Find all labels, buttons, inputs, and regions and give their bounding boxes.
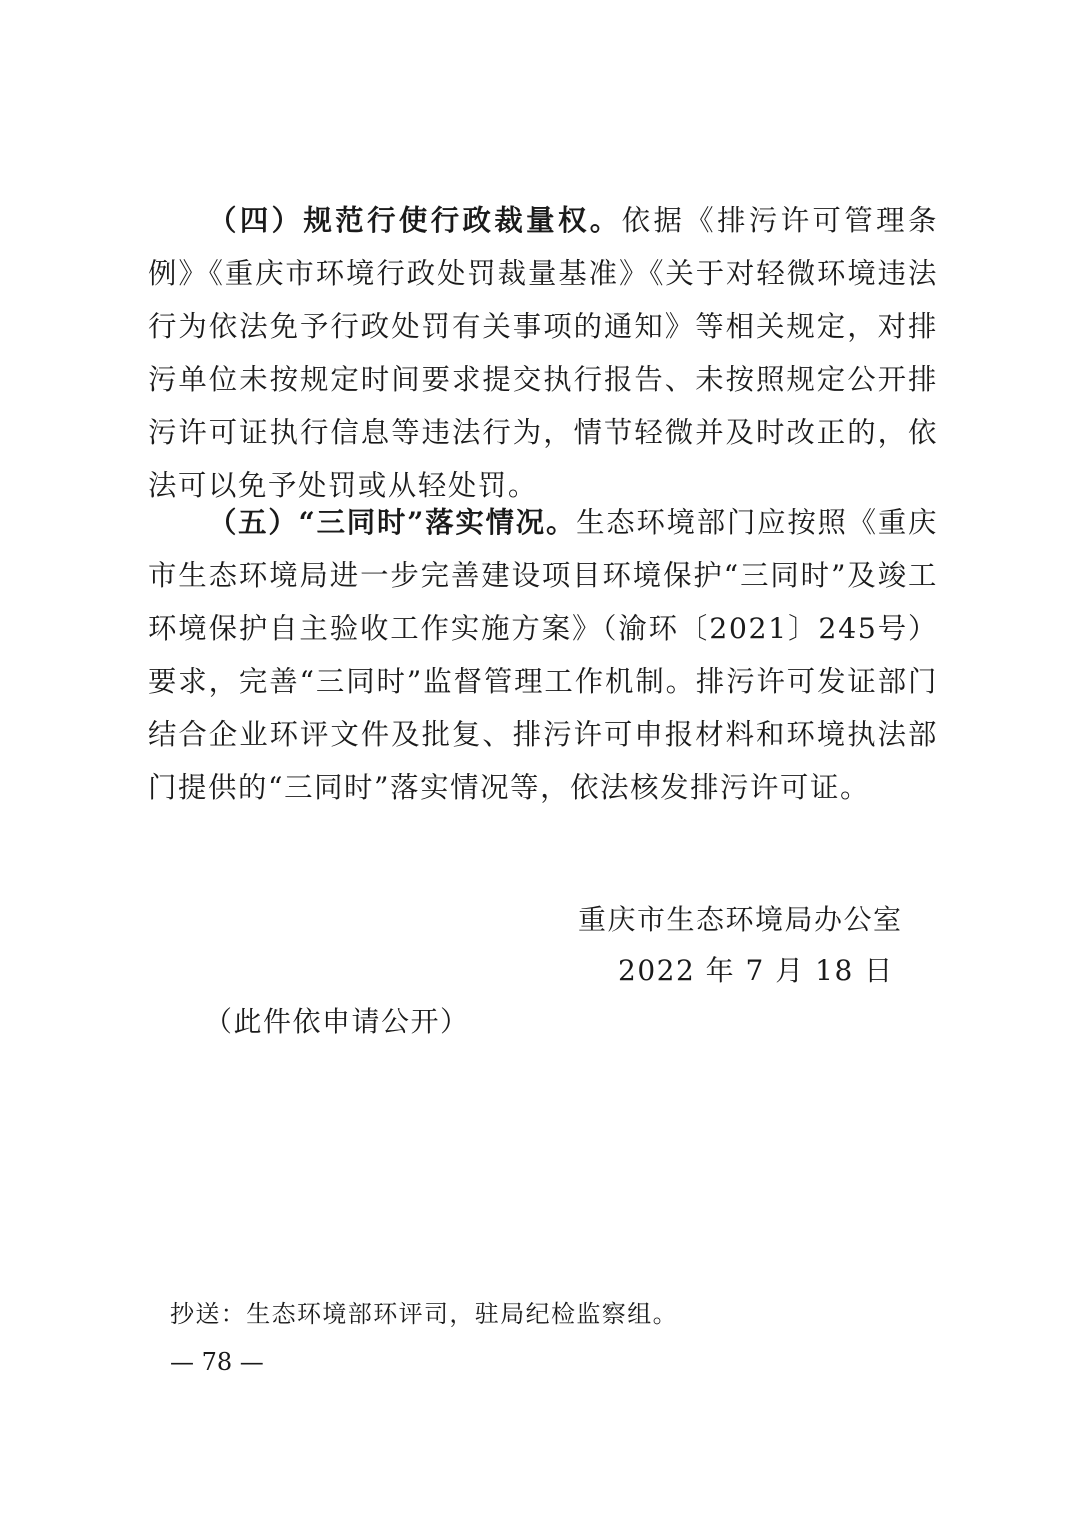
paragraph-section-4 bbox=[148, 194, 938, 512]
disclosure-note: （此件依申请公开） bbox=[204, 1005, 470, 1038]
section-5-body: 生态环境部门应按照《重庆市生态环境局进一步完善建设项目环境保护“三同时”及竣工环境保护自主验收工作实施方案》（渝环〔2021〕245号）要求，完善“三同时”监督管理工作机制。排污许可发证部门结合企业环评文件及批复、排污许可申报材料和环境执法部门提供的“三同时”落实情况等，依法核发排污许可证。 bbox=[148, 506, 939, 804]
page-number: — 78 — bbox=[170, 1348, 264, 1376]
paragraph-section-5 bbox=[148, 496, 938, 814]
section-4-body: 依据《排污许可管理条例》《重庆市环境行政处罚裁量基准》《关于对轻微环境违法行为依法免予行政处罚有关事项的通知》等相关规定，对排污单位未按规定时间要求提交执行报告、未按照规定公开排污许可证执行信息等违法行为，情节轻微并及时改正的，依法可以免予处罚或从轻处罚。 bbox=[148, 204, 938, 502]
issue-date: 2022 年 7 月 18 日 bbox=[618, 954, 894, 987]
section-5-heading: （五）“三同时”落实情况。 bbox=[208, 505, 577, 539]
section-4-heading: （四）规范行使行政裁量权。 bbox=[208, 203, 622, 237]
cc-line: 抄送：生态环境部环评司，驻局纪检监察组。 bbox=[170, 1300, 678, 1328]
issuing-office: 重庆市生态环境局办公室 bbox=[578, 903, 903, 936]
